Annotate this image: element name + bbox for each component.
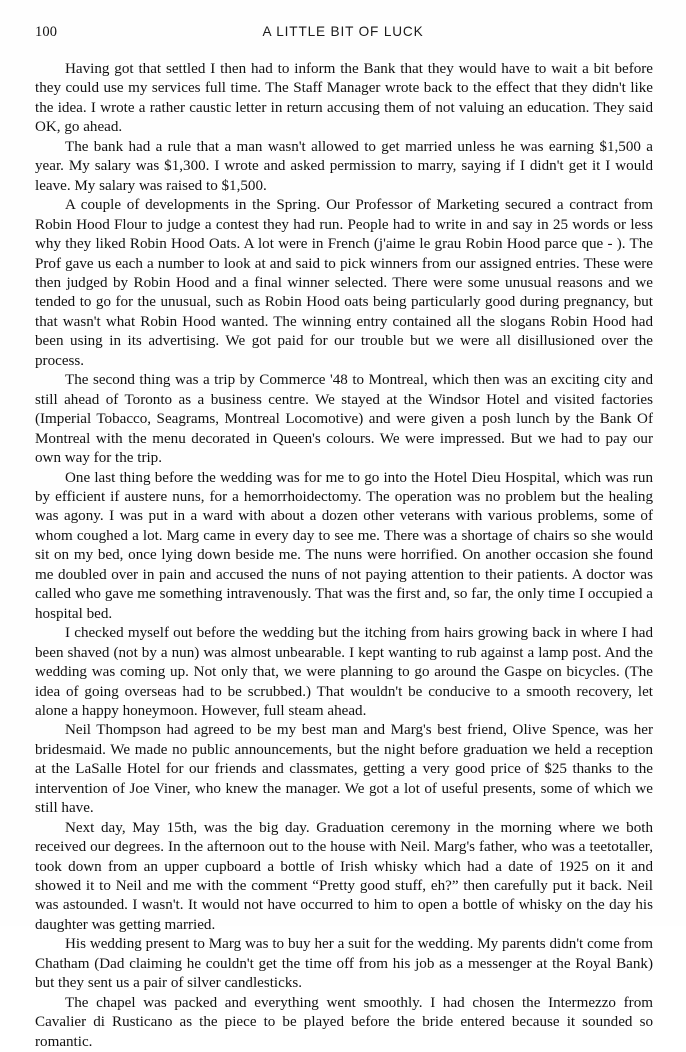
paragraph: A couple of developments in the Spring. Our Professor of Marketing secured a contract from Robin Hood Flour to judge a contest they had run. People had to write in and say in 25 words or less why they liked Robin Hood Oats. A lot were in French (j'aime le grau Robin Hood parce que - ). The Prof gave us each a number to look at and said to pick winners from our assigned entries. These were then judged by Robin Hood and a final winner selected. There were some unusual reasons and we tended to go for the unusual, such as Robin Hood oats being particularly good during pregnancy, but that wasn't what Robin Hood wanted. The winning entry contained all the slogans Robin Hood had been using in its advertising. We got paid for our trouble but we were all disillusioned over the process. — [35, 197, 653, 369]
running-head — [0, 22, 686, 42]
paragraph: The chapel was packed and everything went smoothly. I had chosen the Intermezzo from Cavalier di Rusticano as the piece to be played before the bride entered because it sounded so romantic. — [35, 994, 653, 1050]
paragraph: Next day, May 15th, was the big day. Graduation ceremony in the morning where we both received our degrees. In the afternoon out to the house with Neil. Marg's father, who was a teetotaller, took down from an upper cupboard a bottle of Irish whisky which had a date of 1925 on it and showed it to Neil and me with the comment “Pretty good stuff, eh?” then carefully put it back. Neil was astounded. I wasn't. It would not have occurred to him to open a bottle of whisky on the day his daughter was getting married. — [35, 819, 653, 933]
page-number: 100 — [35, 24, 58, 40]
paragraph: His wedding present to Marg was to buy her a suit for the wedding. My parents didn't come from Chatham (Dad claiming he couldn't get the time off from his job as a messenger at the Royal Bank) but they sent us a pair of silver candlesticks. — [35, 936, 653, 992]
body-text-block — [35, 60, 653, 1052]
book-title-header: A LITTLE BIT OF LUCK — [262, 24, 424, 39]
paragraph: Having got that settled I then had to inform the Bank that they would have to wait a bit before they could use my services full time. The Staff Manager wrote back to the effect that they didn't like the idea. I wrote a rather caustic letter in return accusing them of not valuing an education. They said OK, go ahead. — [35, 61, 653, 136]
paragraph: The second thing was a trip by Commerce '48 to Montreal, which then was an exciting city and still ahead of Toronto as a business centre. We stayed at the Windsor Hotel and visited factories (Imperial Tobacco, Seagrams, Montreal Locomotive) and were given a posh lunch by the Bank Of Montreal with the menu decorated in Queen's colours. We were impressed. But we had to pay our own way for the trip. — [35, 372, 653, 467]
paragraph: I checked myself out before the wedding but the itching from hairs growing back in where I had been shaved (not by a nun) was almost unbearable. I kept wanting to rub against a lamp post. And the wedding was coming up. Not only that, we were planning to go around the Gaspe on bicycles. (The idea of going overseas had to be scrubbed.) That wouldn't be conducive to a smooth recovery, let alone a happy honeymoon. However, full steam ahead. — [35, 625, 653, 719]
paragraph: Neil Thompson had agreed to be my best man and Marg's best friend, Olive Spence, was her bridesmaid. We made no public announcements, but the night before graduation we held a reception at the LaSalle Hotel for our friends and classmates, getting a very good price of $25 thanks to the intervention of Joe Viner, who knew the manager. We got a lot of useful presents, some of which we still have. — [35, 722, 653, 817]
paragraph: One last thing before the wedding was for me to go into the Hotel Dieu Hospital, which was run by efficient if austere nuns, for a hemorrhoidectomy. The operation was no problem but the healing was agony. I was put in a ward with about a dozen other veterans with various problems, some of whom coughed a lot. Marg came in every day to see me. There was a shortage of chairs so she would sit on my bed, once lying down beside me. The nuns were horrified. On another occasion she found me doubled over in pain and accused the nuns of not paying attention to their patients. A doctor was called who gave me something intravenously. That was the first and, so far, the only time I occupied a hospital bed. — [35, 469, 653, 622]
paragraph: The bank had a rule that a man wasn't allowed to get married unless he was earning $1,500 a year. My salary was $1,300. I wrote and asked permission to marry, saying if I didn't get it I would leave. My salary was raised to $1,500. — [35, 138, 653, 194]
